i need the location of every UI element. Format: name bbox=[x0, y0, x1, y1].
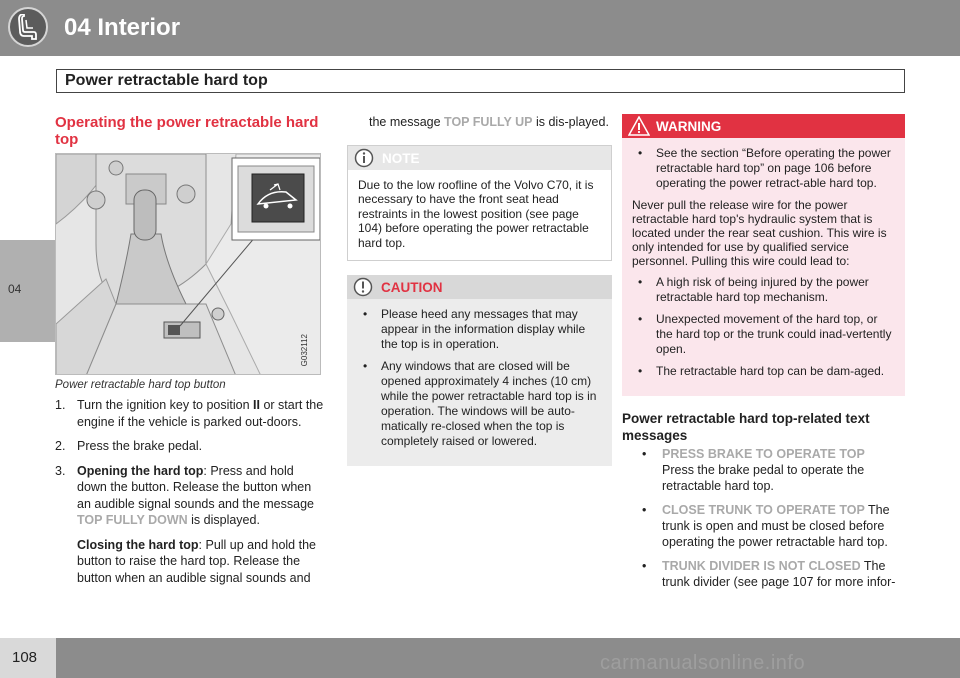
message-item bbox=[622, 558, 905, 590]
step-bold: Opening the hard top bbox=[77, 463, 204, 478]
message-text: The trunk is open and must be closed before operating the power retractable hard top. bbox=[662, 503, 890, 549]
note-box bbox=[347, 145, 612, 262]
hard-top-button-figure bbox=[55, 153, 321, 375]
step-bold: II bbox=[253, 398, 260, 412]
message-item bbox=[622, 446, 905, 494]
warning-paragraph: Never pull the release wire for the power retractable hard top's hydraulic system that is located under the rear seat cushion. This wire is only intended for use by qualified service personnel. Pulling this wire could lead to: bbox=[632, 198, 887, 268]
seat-icon bbox=[8, 7, 48, 47]
display-message: TOP FULLY UP bbox=[444, 115, 533, 129]
warning-header bbox=[622, 114, 905, 138]
side-tab bbox=[0, 56, 56, 638]
side-tab-label: 04 bbox=[8, 282, 22, 296]
step-item bbox=[55, 463, 325, 529]
warning-item: • Unexpected movement of the hard top, or the hard top or the trunk could inad-vertently open. bbox=[632, 312, 895, 357]
warning-body bbox=[622, 138, 905, 396]
message-text: Press the brake pedal to operate the retractable hard top. bbox=[662, 463, 865, 493]
warning-triangle-icon bbox=[628, 116, 650, 136]
message-item bbox=[622, 502, 905, 550]
messages-list bbox=[622, 446, 905, 590]
footer-bar bbox=[0, 638, 960, 678]
caution-header bbox=[347, 275, 612, 299]
warning-list-2 bbox=[632, 275, 895, 379]
section-title: Power retractable hard top bbox=[65, 72, 268, 89]
warning-item: • The retractable hard top can be dam-aged. bbox=[632, 364, 895, 379]
closing-paragraph bbox=[55, 537, 325, 587]
warning-item: • See the section “Before operating the power retractable hard top” on page 106 before operating the power retract-able hard top. bbox=[632, 146, 895, 191]
messages-heading: Power retractable hard top-related text messages bbox=[622, 411, 870, 443]
caution-icon bbox=[353, 277, 373, 297]
note-text: Due to the low roofline of the Volvo C70, it is necessary to have the front seat head restraints in the lowest position (see page 104) before operating the power retractable hard top. bbox=[358, 177, 594, 250]
step-text: is displayed. bbox=[187, 513, 260, 527]
chapter-icon-box bbox=[0, 0, 56, 56]
display-message: CLOSE TRUNK TO OPERATE TOP bbox=[662, 503, 865, 517]
step-text: Turn the ignition key to position bbox=[77, 398, 254, 412]
step-number: 1. bbox=[55, 398, 66, 412]
step-number: 3. bbox=[55, 463, 66, 478]
note-title: NOTE bbox=[382, 150, 420, 166]
step-text: : Press and hold down the button. Release the button when an audible signal sounds and the message bbox=[77, 463, 314, 511]
closing-text: : Pull up and hold the button to raise the hard top. Release the button when an audible signal sounds and bbox=[77, 537, 316, 585]
para-text: is dis-played. bbox=[532, 115, 609, 129]
step-number: 2. bbox=[55, 439, 66, 453]
step-text: Press the brake pedal. bbox=[77, 439, 203, 453]
caution-box bbox=[347, 275, 612, 466]
step-item bbox=[55, 438, 325, 455]
closing-bold: Closing the hard top bbox=[77, 537, 199, 552]
warning-list-1 bbox=[632, 146, 895, 191]
caution-body bbox=[347, 299, 612, 466]
display-message: TRUNK DIVIDER IS NOT CLOSED bbox=[662, 559, 861, 573]
continued-paragraph bbox=[347, 114, 612, 131]
message-text: The trunk divider (see page 107 for more infor- bbox=[662, 559, 896, 589]
display-message: PRESS BRAKE TO OPERATE TOP bbox=[662, 447, 865, 461]
watermark: carmanualsonline.info bbox=[600, 652, 806, 674]
warning-item: • A high risk of being injured by the power retractable hard top mechanism. bbox=[632, 275, 895, 305]
step-item bbox=[55, 397, 325, 430]
note-header bbox=[348, 146, 611, 170]
warning-title: WARNING bbox=[656, 119, 722, 134]
column-right bbox=[622, 114, 905, 598]
warning-box bbox=[622, 114, 905, 396]
display-message: TOP FULLY DOWN bbox=[77, 513, 188, 527]
chapter-title: 04 Interior bbox=[64, 14, 181, 41]
column-middle bbox=[347, 114, 612, 466]
figure-code: G032112 bbox=[300, 334, 309, 367]
steps-list bbox=[55, 397, 325, 529]
page-number: 108 bbox=[12, 649, 38, 666]
section-heading: Operating the power retractable hard top bbox=[55, 114, 319, 148]
para-text: the message bbox=[369, 115, 445, 129]
console-illustration bbox=[56, 154, 321, 375]
figure-caption: Power retractable hard top button bbox=[55, 379, 226, 391]
step-text: or start the engine if the vehicle is parked out-doors. bbox=[77, 398, 324, 429]
caution-item: • Any windows that are closed will be opened approximately 4 inches (10 cm) while the power retractable hard top is in operation. The windows will be auto-matically re-closed when the top is completely raised or lowered. bbox=[357, 359, 602, 449]
caution-title: CAUTION bbox=[381, 280, 443, 295]
column-left bbox=[55, 114, 325, 586]
info-icon bbox=[354, 148, 374, 168]
section-title-box bbox=[56, 69, 905, 93]
caution-item: • Please heed any messages that may appear in the information display while the top is in operation. bbox=[357, 307, 602, 352]
caution-list bbox=[357, 307, 602, 449]
